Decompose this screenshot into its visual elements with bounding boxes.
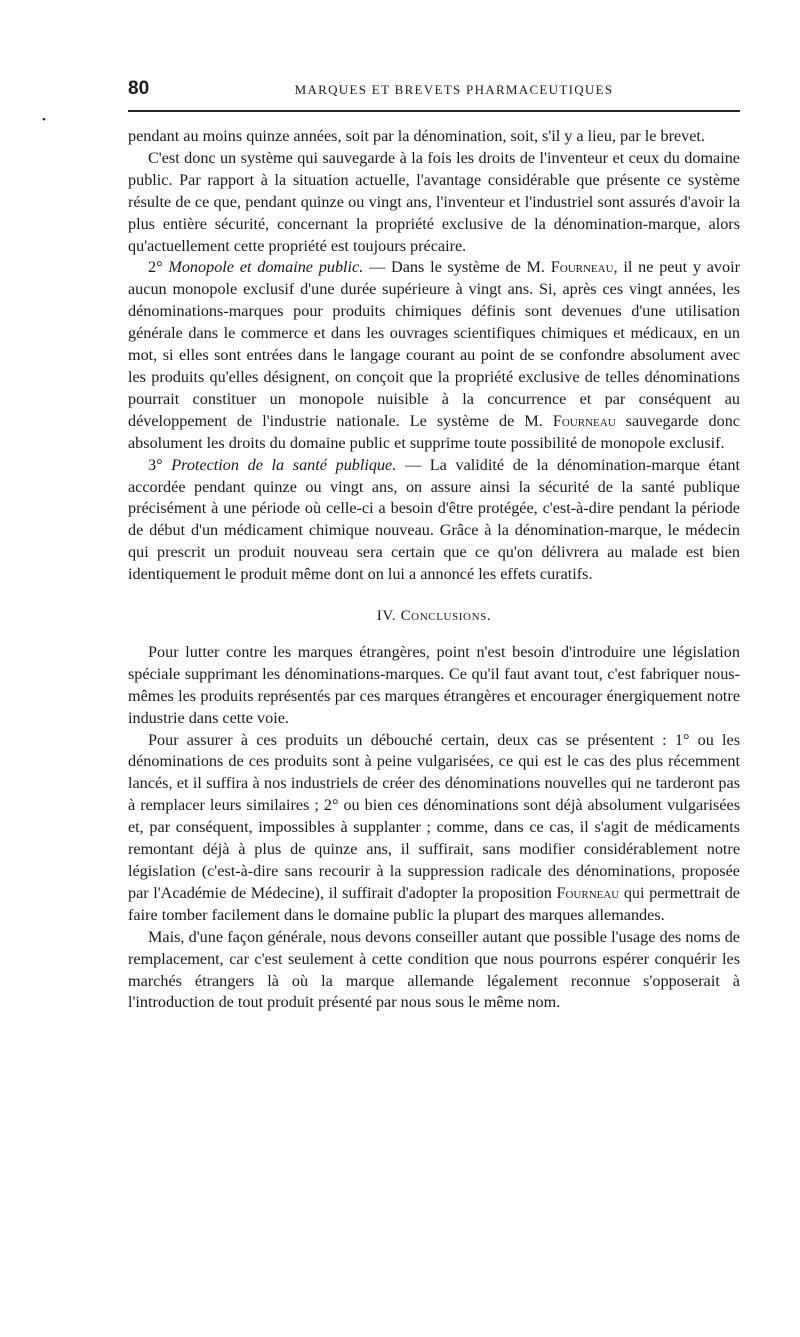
paragraph-conclusion-3: Mais, d'une façon générale, nous devons conseiller autant que possible l'usage des noms de remplacement, car c'est seulement à cette condition que nous pourrons espérer conquérir les marchés étrangers là où la marque allemande légalement reconnue s'opposerait à l'introduction de tout produit présenté par nous sous le même nom. [128,927,740,1012]
item-number: 3° [148,455,163,474]
paragraph-public-health: 3° Protection de la santé publique. — La validité de la dénomination-marque étant accordée pendant quinze ou vingt ans, on assure ainsi la sécurité de la santé publique précisément à une période où celle-ci a besoin d'être protégée, c'est-à-dire pendant la période de début d'un médicament chimique nouveau. Grâce à la dénomination-marque, le médecin qui prescrit un produit nouveau sera certain que ce qu'on délivrera au malade est bien identiquement le produit même dont on lui a annoncé les effets curatifs. [128,455,741,584]
section-title: Conclusions. [400,608,492,625]
paragraph-continuation: pendant au moins quinze années, soit par la dénomination, soit, s'il y a lieu, par le brevet. [128,127,705,145]
item-lead: Monopole et domaine public. [168,258,364,277]
item-lead: Protection de la santé publique. [171,455,397,474]
paragraph-conclusion-1: Pour lutter contre les marques étrangères, point n'est besoin d'introduire une législation spéciale supprimant les dénominations-marques. Ce qu'il faut avant tout, c'est fabriquer nous-mêmes les produits représentés par ces marques étrangères et encourager énergiquement notre industrie dans cette voie. [128,642,740,727]
running-title: MARQUES ET BREVETS PHARMACEUTIQUES [294,82,614,97]
body-text [128,126,740,1014]
paragraph-monopoly: 2° Monopole et domaine public. — Dans le système de M. Fourneau, il ne peut y avoir aucun monopole exclusif d'une durée supérieure à vingt ans. Si, après ces vingt années, les dénominations-marques pour produits chimiques définis sont devenues d'une utilisation générale dans le commerce et dans les ouvrages scientifiques chimiques et médicaux, en un mot, si elles sont entrées dans le langage courant au point de se confondre absolument avec les produits qu'elles désignent, on conçoit que la propriété exclusive de telles dénominations pourrait constituer un monopole nuisible à la concurrence et par conséquent au développement de l'industrie nationale. Le système de M. Fourneau sauvegarde donc absolument les droits du domaine public et supprime toute possibilité de monopole exclusif. [128,258,740,452]
header-rule [128,110,740,112]
paragraph-conclusion-2: Pour assurer à ces produits un débouché certain, deux cas se présentent : 1° ou les dénominations de ces produits sont à peine vulgarisées, ce qui est le cas des plus récemment lancés, et il suffira à nos industriels de créer des dénominations nouvelles qui ne tarderont pas à remplacer leurs similaires ; 2° ou bien ces dénominations sont déjà absolument vulgarisées et, par conséquent, impossibles à supplanter ; comme, dans ce cas, il s'agit de médicaments remontant déjà à plus de quinze ans, il suffirait, sans modifier considérablement notre législation (c'est-à-dire sans recourir à la suppression radicale des dénominations, proposée par l'Académie de Médecine), il suffirait d'adopter la proposition Fourneau qui permettrait de faire tomber facilement dans le domaine public la plupart des marques allemandes. [128,730,740,924]
section-number: IV. [376,608,397,625]
paragraph-inventor-system: C'est donc un système qui sauvegarde à la fois les droits de l'inventeur et ceux du domaine public. Par rapport à la situation actuelle, l'avantage considérable que présente ce système résulte de ce que, pendant quinze ou vingt ans, l'inventeur et l'industriel sont assurés d'avoir la plus entière sécurité, concernant la propriété exclusive de la dénomination-marque, alors qu'actuellement cette propriété est toujours précaire. [128,148,740,255]
item-number: 2° [148,258,163,277]
author-name: Fourneau [552,411,616,430]
margin-mark: • [42,114,46,126]
author-name: Fourneau [556,883,620,902]
section-heading [128,606,740,628]
page-header [128,76,740,102]
page-number: 80 [128,78,150,99]
author-name: Fourneau [550,258,614,277]
